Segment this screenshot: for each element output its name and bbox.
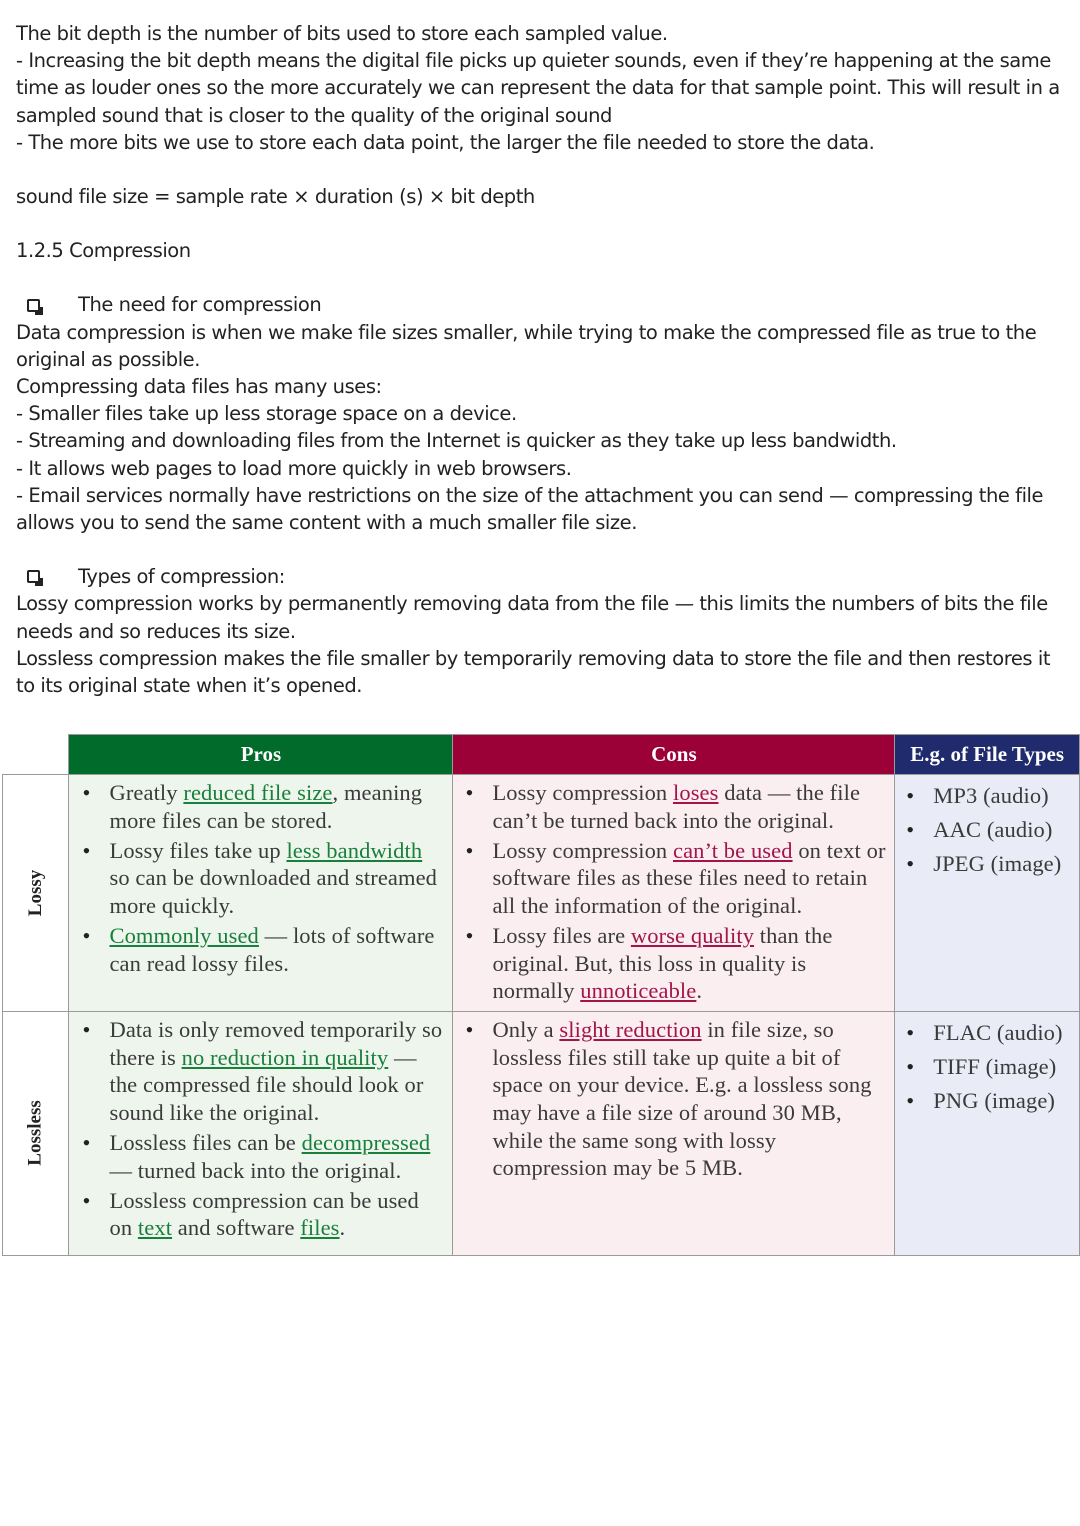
file-types-header: E.g. of File Types (895, 735, 1080, 775)
list-item: • Lossy files take up less bandwidth so can be downloaded and streamed more quickly. (109, 837, 446, 920)
need-bullet-3: - It allows web pages to load more quickly in web browsers. (16, 456, 572, 480)
need-bullet-1: - Smaller files take up less storage space on a device. (16, 402, 517, 426)
lossless-label: Lossless (24, 1100, 46, 1167)
lossless-cons-cell (453, 1012, 895, 1255)
need-paragraph-2: Compressing data files has many uses: (16, 375, 382, 399)
list-item: • Lossy compression loses data — the file can’t be turned back into the original. (492, 779, 888, 834)
cons-header: Cons (453, 735, 895, 775)
bit-depth-point-2: - The more bits we use to store each data point, the larger the file needed to store the data. (16, 130, 875, 154)
lossy-row (3, 775, 1080, 1012)
types-heading-text: Types of compression: (78, 565, 285, 589)
checkbox-icon (27, 570, 40, 583)
bit-depth-definition: The bit depth is the number of bits used to store each sampled value. (16, 22, 668, 45)
need-heading-text: The need for compression (78, 293, 322, 317)
file-size-formula: sound file size = sample rate × duration (s) × bit depth (16, 185, 535, 209)
lossy-label: Lossy (24, 869, 46, 917)
corner-cell (3, 735, 69, 775)
list-item: • Lossy files are worse quality than the original. But, this loss in quality is normally unnoticeable. (492, 922, 888, 1005)
list-item: • AAC (audio) (933, 813, 1073, 847)
checkbox-icon (27, 299, 40, 312)
list-item: • MP3 (audio) (933, 779, 1073, 813)
list-item: • Data is only removed temporarily so there is no reduction in quality — the compressed file should look or sound like the original. (109, 1016, 446, 1126)
need-paragraph-1: Data compression is when we make file sizes smaller, while trying to make the compressed file as true to the original as possible. (16, 320, 1037, 371)
section-heading: 1.2.5 Compression (16, 239, 191, 263)
lossless-file-types-cell (895, 1012, 1080, 1255)
lossy-cons-cell (453, 775, 895, 1012)
list-item: • JPEG (image) (933, 847, 1073, 881)
lossy-file-types-cell (895, 775, 1080, 1012)
list-item: • FLAC (audio) (933, 1016, 1073, 1050)
lossy-label-cell (3, 775, 69, 1012)
list-item: • Lossy compression can’t be used on text or software files as these files need to retain all the information of the original. (492, 837, 888, 920)
list-item: • TIFF (image) (933, 1050, 1073, 1084)
list-item: • PNG (image) (933, 1084, 1073, 1118)
need-bullet-4: - Email services normally have restrictions on the size of the attachment you can send — compressing the file allows you to send the same content with a much smaller file size. (16, 483, 1044, 535)
notes-body (16, 20, 1066, 699)
pros-header: Pros (69, 735, 453, 775)
compression-table (2, 734, 1080, 1256)
list-item: • Lossless files can be decompressed — turned back into the original. (109, 1129, 446, 1184)
types-paragraph-2: Lossless compression makes the file smaller by temporarily removing data to store the file and then restores it to its original state when it’s opened. (16, 646, 1051, 698)
lossless-pros-cell (69, 1012, 453, 1255)
bit-depth-point-1: - Increasing the bit depth means the digital file picks up quieter sounds, even if they’re happening at the same time as louder ones so the more accurately we can represent the data for that sample point. This will result in a sampled sound that is closer to the quality of the original sound (16, 49, 1060, 127)
lossless-label-cell (3, 1012, 69, 1255)
need-subheading (16, 291, 1066, 318)
list-item: • Only a slight reduction in file size, so lossless files still take up quite a bit of space on your device. E.g. a lossless song may have a file size of around 30 MB, while the same song with lossy compression may be 5 MB. (492, 1016, 888, 1182)
types-subheading (16, 563, 1066, 590)
lossy-pros-cell (69, 775, 453, 1012)
need-bullet-2: - Streaming and downloading files from the Internet is quicker as they take up less bandwidth. (16, 429, 897, 453)
list-item: • Commonly used — lots of software can read lossy files. (109, 922, 446, 977)
table-header-row (3, 735, 1080, 775)
types-paragraph-1: Lossy compression works by permanently removing data from the file — this limits the numbers of bits the file needs and so reduces its size. (16, 592, 1048, 643)
list-item: • Lossless compression can be used on text and software files. (109, 1187, 446, 1242)
lossless-row (3, 1012, 1080, 1255)
list-item: • Greatly reduced file size, meaning more files can be stored. (109, 779, 446, 834)
